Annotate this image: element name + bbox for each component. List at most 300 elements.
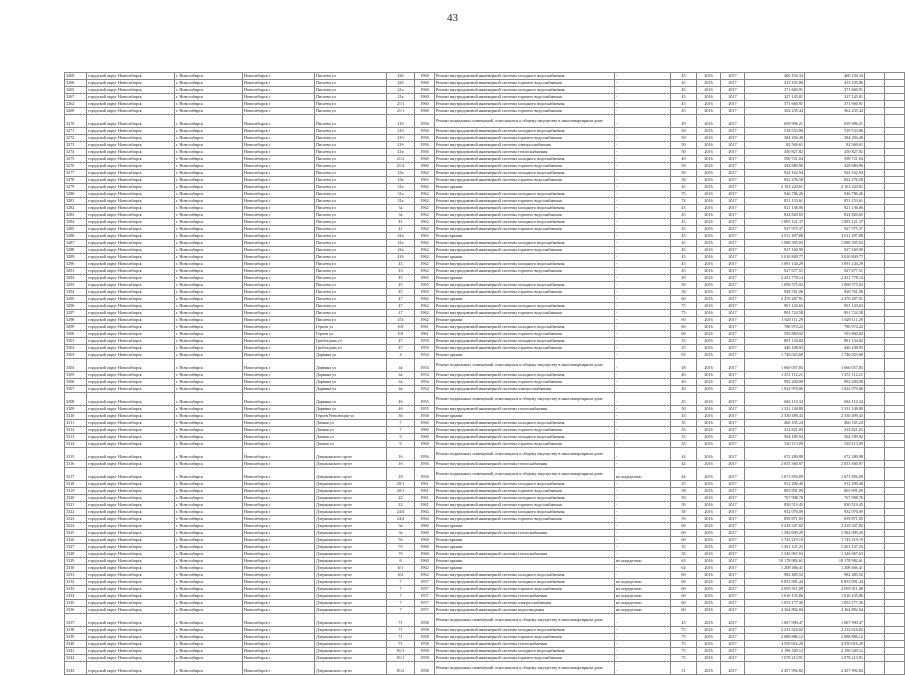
status-cell: -	[615, 282, 671, 289]
street-cell: Дзержинского пр-кт	[315, 544, 387, 551]
city-cell: Новосибирск г	[243, 359, 315, 372]
year-end-cell: 2017	[721, 261, 745, 268]
house-number-cell: 21/2	[387, 163, 415, 170]
status-cell: -	[615, 352, 671, 359]
year-end-cell: 2017	[721, 296, 745, 303]
house-number-cell: 47	[387, 296, 415, 303]
year-start-cell: 2016	[697, 317, 721, 324]
city-cell: Новосибирск г	[243, 128, 315, 135]
table-row	[65, 212, 905, 219]
row-number-cell: 3285	[65, 226, 87, 233]
cost-fund-cell: 2 431 778,14	[805, 275, 865, 282]
status-cell: -	[615, 198, 671, 205]
house-number-cell: 20/1	[387, 488, 415, 495]
settlement-cell: г. Новосибирск	[175, 558, 243, 565]
settlement-cell: г. Новосибирск	[175, 593, 243, 600]
year-end-cell: 2017	[721, 135, 745, 142]
work-type-cell: Ремонт внутридомовой инженерной системы холодного водоснабжения	[435, 338, 615, 345]
settlement-cell: г. Новосибирск	[175, 87, 243, 94]
work-type-cell: Ремонт внутридомовой инженерной системы горячего водоснабжения	[435, 177, 615, 184]
year-end-cell: 2017	[721, 331, 745, 338]
status-cell: -	[615, 488, 671, 495]
settlement-cell: г. Новосибирск	[175, 420, 243, 427]
status-cell: -	[615, 303, 671, 310]
year-start-cell: 2016	[697, 73, 721, 80]
street-cell: Героев ул	[315, 331, 387, 338]
term-cell: 35	[671, 544, 697, 551]
cost-fund-cell: 851 153,61	[805, 198, 865, 205]
status-cell: не определено	[615, 579, 671, 586]
status-cell: -	[615, 627, 671, 634]
house-number-cell: 24/4	[387, 509, 415, 516]
register-body	[65, 73, 905, 675]
build-year-cell: 1960	[415, 87, 435, 94]
work-type-cell: Ремонт внутридомовой инженерной системы холодного водоснабжения	[435, 191, 615, 198]
settlement-cell: г. Новосибирск	[175, 481, 243, 488]
work-type-cell: Ремонт внутридомовой инженерной системы холодного водоснабжения	[435, 240, 615, 247]
row-number-cell: 3311	[65, 420, 87, 427]
empty-cell	[865, 345, 885, 352]
city-cell: Новосибирск г	[243, 502, 315, 509]
table-row	[65, 607, 905, 614]
empty-cell	[885, 184, 905, 191]
cost-total-cell: 415 105,86	[745, 80, 805, 87]
city-cell: Новосибирск г	[243, 324, 315, 331]
table-row	[65, 572, 905, 579]
settlement-cell: г. Новосибирск	[175, 427, 243, 434]
status-cell: -	[615, 359, 671, 372]
empty-cell	[885, 420, 905, 427]
year-end-cell: 2017	[721, 634, 745, 641]
year-start-cell: 2016	[697, 233, 721, 240]
city-cell: Новосибирск г	[243, 80, 315, 87]
city-cell: Новосибирск г	[243, 420, 315, 427]
table-row	[65, 296, 905, 303]
city-cell: Новосибирск г	[243, 282, 315, 289]
term-cell: 49	[671, 115, 697, 128]
empty-cell	[885, 537, 905, 544]
settlement-cell: г. Новосибирск	[175, 163, 243, 170]
municipality-cell: городской округ Новосибирск	[87, 80, 175, 87]
house-number-cell: 71	[387, 634, 415, 641]
cost-total-cell: 946 786,26	[745, 191, 805, 198]
street-cell: Дарвина ул	[315, 379, 387, 386]
city-cell: Новосибирск г	[243, 317, 315, 324]
status-cell: -	[615, 379, 671, 386]
work-type-cell: Ремонт подвальных помещений, относящихся к общему имуществу в многоквартирном доме	[435, 448, 615, 461]
year-start-cell: 2016	[697, 101, 721, 108]
street-cell: Дачная ул	[315, 427, 387, 434]
empty-cell	[865, 205, 885, 212]
year-end-cell: 2017	[721, 212, 745, 219]
cost-fund-cell: 1 251 112,21	[805, 372, 865, 379]
municipality-cell: городской округ Новосибирск	[87, 331, 175, 338]
municipality-cell: городской округ Новосибирск	[87, 345, 175, 352]
empty-cell	[865, 73, 885, 80]
row-number-cell: 3319	[65, 488, 87, 495]
house-number-cell: 21б	[387, 115, 415, 128]
cost-fund-cell: 2 088 886,12	[805, 634, 865, 641]
settlement-cell: г. Новосибирск	[175, 73, 243, 80]
house-number-cell: 9	[387, 441, 415, 448]
empty-cell	[865, 142, 885, 149]
cost-fund-cell: 1 053 177,36	[805, 600, 865, 607]
status-cell: -	[615, 163, 671, 170]
city-cell: Новосибирск г	[243, 289, 315, 296]
city-cell: Новосибирск г	[243, 386, 315, 393]
house-number-cell: 101	[387, 331, 415, 338]
cost-total-cell: 1 078 213,91	[745, 655, 805, 662]
status-cell: -	[615, 345, 671, 352]
term-cell: 49	[671, 275, 697, 282]
municipality-cell: городской округ Новосибирск	[87, 565, 175, 572]
empty-cell	[865, 607, 885, 614]
row-number-cell: 3287	[65, 240, 87, 247]
build-year-cell: 1959	[415, 338, 435, 345]
street-cell: Дзержинского пр-кт	[315, 468, 387, 481]
year-end-cell: 2017	[721, 352, 745, 359]
build-year-cell: 1956	[415, 128, 435, 135]
table-row	[65, 275, 905, 282]
empty-cell	[865, 393, 885, 406]
house-number-cell: 3а	[387, 530, 415, 537]
work-type-cell: Ремонт внутридомовой инженерной системы горячего водоснабжения	[435, 379, 615, 386]
house-number-cell: 21/1	[387, 108, 415, 115]
municipality-cell: городской округ Новосибирск	[87, 551, 175, 558]
municipality-cell: городской округ Новосибирск	[87, 317, 175, 324]
work-type-cell: Ремонт крыши	[435, 558, 615, 565]
build-year-cell: 1960	[415, 530, 435, 537]
term-cell: 45	[671, 614, 697, 627]
cost-fund-cell: 593 860,02	[805, 331, 865, 338]
municipality-cell: городской округ Новосибирск	[87, 254, 175, 261]
build-year-cell: 1962	[415, 565, 435, 572]
row-number-cell: 3317	[65, 468, 87, 481]
settlement-cell: г. Новосибирск	[175, 205, 243, 212]
cost-fund-cell: 672 280,98	[805, 448, 865, 461]
settlement-cell: г. Новосибирск	[175, 516, 243, 523]
term-cell: 45	[671, 233, 697, 240]
table-row	[65, 558, 905, 565]
city-cell: Новосибирск г	[243, 607, 315, 614]
street-cell: Писаева ул	[315, 184, 387, 191]
city-cell: Новосибирск г	[243, 648, 315, 655]
city-cell: Новосибирск г	[243, 379, 315, 386]
work-type-cell: Ремонт внутридомовой инженерной системы холодного водоснабжения	[435, 324, 615, 331]
work-type-cell: Ремонт внутридомовой инженерной системы горячего водоснабжения	[435, 80, 615, 87]
status-cell: -	[615, 648, 671, 655]
empty-cell	[865, 317, 885, 324]
city-cell: Новосибирск г	[243, 149, 315, 156]
table-row	[65, 101, 905, 108]
work-type-cell: Ремонт внутридомовой инженерной системы горячего водоснабжения	[435, 212, 615, 219]
city-cell: Новосибирск г	[243, 655, 315, 662]
house-number-cell: 16	[387, 448, 415, 461]
year-end-cell: 2017	[721, 205, 745, 212]
status-cell: -	[615, 338, 671, 345]
empty-cell	[885, 261, 905, 268]
empty-cell	[865, 627, 885, 634]
year-start-cell: 2016	[697, 406, 721, 413]
row-number-cell: 3339	[65, 634, 87, 641]
empty-cell	[885, 352, 905, 359]
cost-fund-cell: 520 113,09	[805, 441, 865, 448]
cost-total-cell: 912 290,40	[745, 481, 805, 488]
settlement-cell: г. Новосибирск	[175, 268, 243, 275]
row-number-cell: 3277	[65, 170, 87, 177]
year-end-cell: 2017	[721, 600, 745, 607]
term-cell: 75	[671, 191, 697, 198]
street-cell: Дзержинского пр-кт	[315, 641, 387, 648]
row-number-cell: 3320	[65, 495, 87, 502]
empty-cell	[865, 359, 885, 372]
city-cell: Новосибирск г	[243, 634, 315, 641]
row-number-cell: 3276	[65, 163, 87, 170]
year-start-cell: 2016	[697, 662, 721, 675]
year-start-cell: 2016	[697, 177, 721, 184]
settlement-cell: г. Новосибирск	[175, 324, 243, 331]
work-type-cell: Ремонт внутридомовой инженерной системы электроснабжения	[435, 386, 615, 393]
settlement-cell: г. Новосибирск	[175, 254, 243, 261]
empty-cell	[865, 338, 885, 345]
cost-total-cell: 371 660,91	[745, 101, 805, 108]
cost-total-cell: 2 161 220,61	[745, 184, 805, 191]
street-cell: Писаева ул	[315, 191, 387, 198]
cost-total-cell: 1 088 395,03	[745, 240, 805, 247]
street-cell: Грибоедова ул	[315, 345, 387, 352]
city-cell: Новосибирск г	[243, 406, 315, 413]
settlement-cell: г. Новосибирск	[175, 600, 243, 607]
build-year-cell: 1962	[415, 233, 435, 240]
work-type-cell: Ремонт внутридомовой инженерной системы водоотведения	[435, 607, 615, 614]
city-cell: Новосибирск г	[243, 427, 315, 434]
empty-cell	[865, 600, 885, 607]
cost-total-cell: 1 053 177,36	[745, 600, 805, 607]
build-year-cell: 1965	[415, 282, 435, 289]
street-cell: Дзержинского пр-кт	[315, 509, 387, 516]
settlement-cell: г. Новосибирск	[175, 177, 243, 184]
cost-total-cell: 821 136,06	[745, 205, 805, 212]
table-row	[65, 448, 905, 461]
term-cell: 58	[671, 488, 697, 495]
empty-cell	[885, 191, 905, 198]
cost-fund-cell: 932 076,09	[805, 509, 865, 516]
build-year-cell: 1962	[415, 226, 435, 233]
row-number-cell: 3296	[65, 303, 87, 310]
empty-cell	[865, 614, 885, 627]
municipality-cell: городской округ Новосибирск	[87, 184, 175, 191]
settlement-cell: г. Новосибирск	[175, 303, 243, 310]
house-number-cell: 7	[387, 593, 415, 600]
empty-cell	[885, 641, 905, 648]
municipality-cell: городской округ Новосибирск	[87, 156, 175, 163]
term-cell: 40	[671, 379, 697, 386]
cost-total-cell: 362 235,44	[745, 108, 805, 115]
municipality-cell: городской округ Новосибирск	[87, 372, 175, 379]
street-cell: Дзержинского пр-кт	[315, 448, 387, 461]
empty-cell	[885, 317, 905, 324]
empty-cell	[885, 572, 905, 579]
empty-cell	[885, 565, 905, 572]
status-cell: -	[615, 495, 671, 502]
city-cell: Новосибирск г	[243, 393, 315, 406]
year-end-cell: 2017	[721, 607, 745, 614]
term-cell: 50	[671, 128, 697, 135]
row-number-cell: 3286	[65, 233, 87, 240]
year-start-cell: 2016	[697, 142, 721, 149]
street-cell: Писаева ул	[315, 156, 387, 163]
cost-fund-cell: 839 871,05	[805, 516, 865, 523]
house-number-cell: 21а	[387, 87, 415, 94]
empty-cell	[885, 634, 905, 641]
cost-fund-cell: 2 196 349,12	[805, 648, 865, 655]
table-row	[65, 523, 905, 530]
term-cell: 63	[671, 558, 697, 565]
cost-total-cell: 1 208 466,41	[745, 565, 805, 572]
municipality-cell: городской округ Новосибирск	[87, 544, 175, 551]
street-cell: Писаева ул	[315, 115, 387, 128]
house-number-cell: 4	[387, 352, 415, 359]
city-cell: Новосибирск г	[243, 530, 315, 537]
empty-cell	[885, 254, 905, 261]
cost-fund-cell: 1 067 990,47	[805, 614, 865, 627]
table-row	[65, 345, 905, 352]
settlement-cell: г. Новосибирск	[175, 115, 243, 128]
work-type-cell: Ремонт внутридомовой инженерной системы электроснабжения	[435, 600, 615, 607]
municipality-cell: городской округ Новосибирск	[87, 488, 175, 495]
house-number-cell: 21в	[387, 149, 415, 156]
row-number-cell: 3308	[65, 393, 87, 406]
settlement-cell: г. Новосибирск	[175, 226, 243, 233]
work-type-cell: Ремонт внутридомовой инженерной системы холодного водоснабжения	[435, 73, 615, 80]
build-year-cell: 1960	[415, 544, 435, 551]
empty-cell	[885, 142, 905, 149]
status-cell: -	[615, 662, 671, 675]
build-year-cell: 1965	[415, 289, 435, 296]
work-type-cell: Ремонт внутридомовой инженерной системы горячего водоснабжения	[435, 345, 615, 352]
work-type-cell: Ремонт крыши	[435, 537, 615, 544]
row-number-cell: 3289	[65, 254, 87, 261]
street-cell: Дзержинского пр-кт	[315, 488, 387, 495]
cost-fund-cell: 927 677,51	[805, 268, 865, 275]
row-number-cell: 3266	[65, 80, 87, 87]
year-start-cell: 2016	[697, 593, 721, 600]
year-end-cell: 2017	[721, 108, 745, 115]
empty-cell	[865, 386, 885, 393]
term-cell: 50	[671, 149, 697, 156]
status-cell: -	[615, 641, 671, 648]
row-number-cell: 3267	[65, 94, 87, 101]
row-number-cell: 3301	[65, 338, 87, 345]
house-number-cell: 4а	[387, 372, 415, 379]
empty-cell	[885, 372, 905, 379]
city-cell: Новосибирск г	[243, 303, 315, 310]
empty-cell	[885, 495, 905, 502]
city-cell: Новосибирск г	[243, 345, 315, 352]
work-type-cell: Ремонт внутридомовой инженерной системы холодного водоснабжения	[435, 579, 615, 586]
empty-cell	[865, 502, 885, 509]
year-start-cell: 2016	[697, 488, 721, 495]
cost-fund-cell: 822 276,58	[805, 177, 865, 184]
empty-cell	[885, 303, 905, 310]
cost-fund-cell: 450 827,82	[805, 149, 865, 156]
build-year-cell: 1962	[415, 296, 435, 303]
table-row	[65, 509, 905, 516]
settlement-cell: г. Новосибирск	[175, 317, 243, 324]
work-type-cell: Ремонт внутридомовой инженерной системы холодного водоснабжения	[435, 303, 615, 310]
empty-cell	[865, 177, 885, 184]
settlement-cell: г. Новосибирск	[175, 379, 243, 386]
empty-cell	[885, 488, 905, 495]
empty-cell	[885, 359, 905, 372]
street-cell: Дзержинского пр-кт	[315, 600, 387, 607]
work-type-cell: Ремонт внутридомовой инженерной системы теплоснабжения	[435, 461, 615, 468]
year-start-cell: 2016	[697, 502, 721, 509]
settlement-cell: г. Новосибирск	[175, 191, 243, 198]
cost-total-cell: 684 110,34	[745, 393, 805, 406]
table-row	[65, 184, 905, 191]
work-type-cell: Ремонт внутридомовой инженерной системы горячего водоснабжения	[435, 502, 615, 509]
municipality-cell: городской округ Новосибирск	[87, 233, 175, 240]
house-number-cell: 4а	[387, 386, 415, 393]
house-number-cell: 47	[387, 345, 415, 352]
empty-cell	[885, 586, 905, 593]
cost-fund-cell: 4 364 892,04	[805, 607, 865, 614]
table-row	[65, 481, 905, 488]
term-cell: 35	[671, 427, 697, 434]
settlement-cell: г. Новосибирск	[175, 551, 243, 558]
table-row	[65, 441, 905, 448]
status-cell: -	[615, 331, 671, 338]
municipality-cell: городской округ Новосибирск	[87, 502, 175, 509]
empty-cell	[865, 406, 885, 413]
house-number-cell: 25а	[387, 170, 415, 177]
street-cell: Писаева ул	[315, 282, 387, 289]
empty-cell	[865, 94, 885, 101]
table-row	[65, 108, 905, 115]
empty-cell	[865, 641, 885, 648]
municipality-cell: городской округ Новосибирск	[87, 303, 175, 310]
settlement-cell: г. Новосибирск	[175, 509, 243, 516]
term-cell: 25	[671, 345, 697, 352]
cost-total-cell: 2 457 992,82	[745, 662, 805, 675]
empty-cell	[865, 212, 885, 219]
status-cell: -	[615, 324, 671, 331]
empty-cell	[885, 600, 905, 607]
row-number-cell: 3325	[65, 530, 87, 537]
year-end-cell: 2017	[721, 317, 745, 324]
table-row	[65, 219, 905, 226]
empty-cell	[865, 586, 885, 593]
build-year-cell: 1962	[415, 240, 435, 247]
table-row	[65, 579, 905, 586]
year-start-cell: 2016	[697, 427, 721, 434]
house-number-cell: 47а	[387, 317, 415, 324]
house-number-cell: 21б	[387, 135, 415, 142]
cost-fund-cell: 446 108,93	[805, 345, 865, 352]
street-cell: Дзержинского пр-кт	[315, 551, 387, 558]
empty-cell	[885, 205, 905, 212]
empty-cell	[885, 101, 905, 108]
year-start-cell: 2016	[697, 448, 721, 461]
municipality-cell: городской округ Новосибирск	[87, 108, 175, 115]
empty-cell	[865, 275, 885, 282]
cost-total-cell: 593 860,02	[745, 331, 805, 338]
table-row	[65, 254, 905, 261]
cost-total-cell: 672 280,98	[745, 448, 805, 461]
cost-total-cell: 2 431 778,14	[745, 275, 805, 282]
empty-cell	[865, 516, 885, 523]
